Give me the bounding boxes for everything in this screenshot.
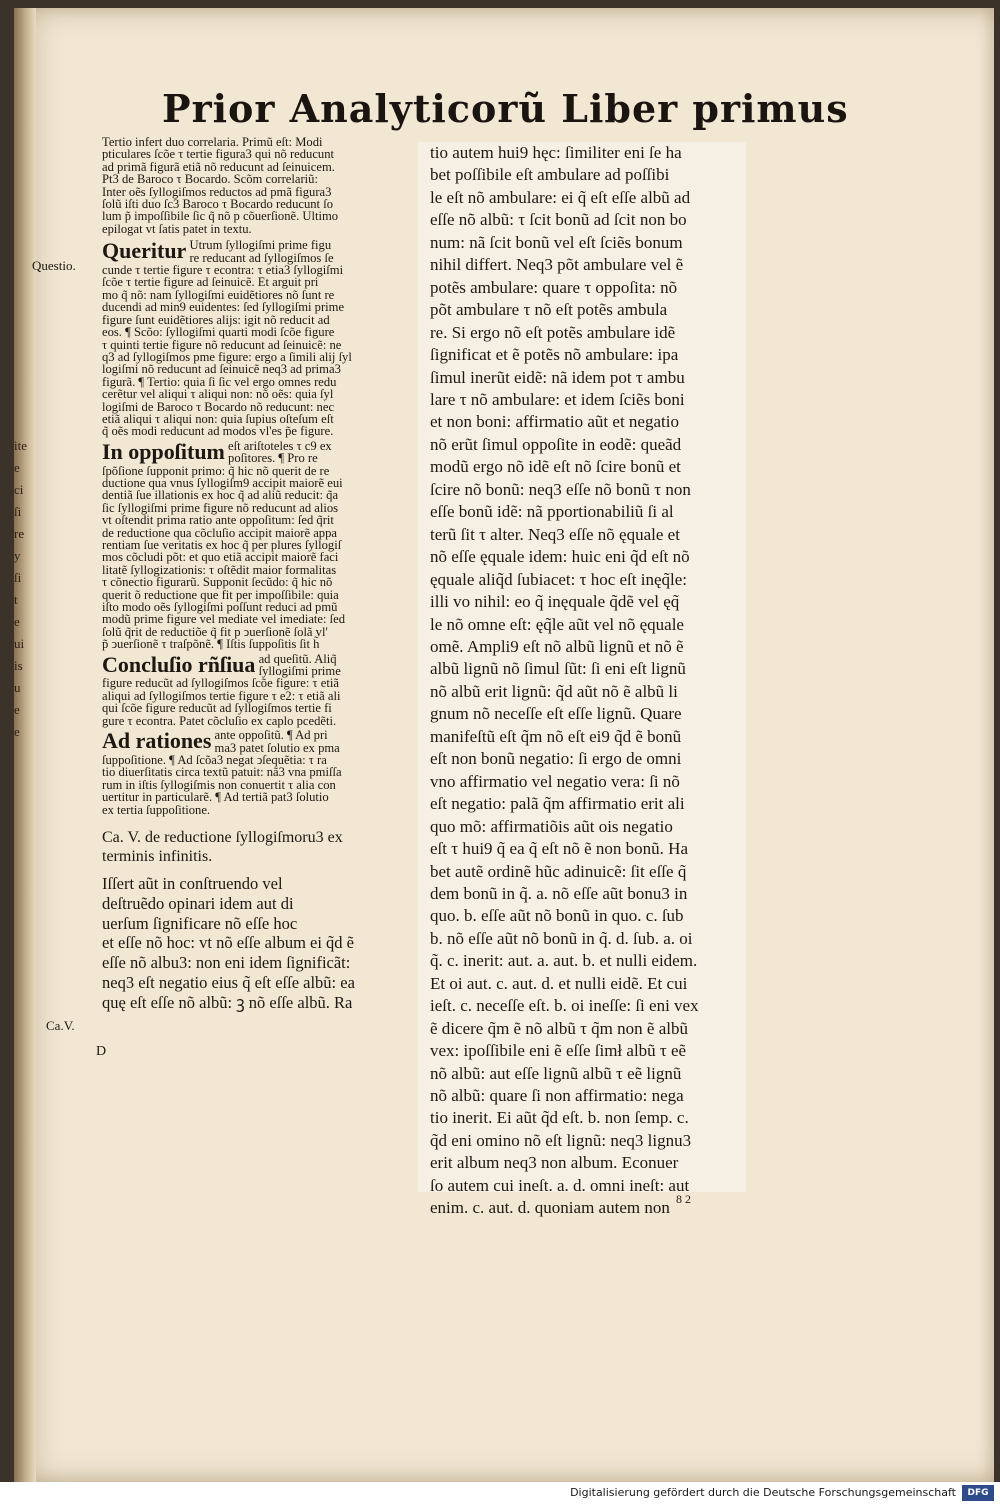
oppositum-heading: In oppoſitum — [102, 438, 225, 464]
text-line: τ quinti tertie figure nõ reducunt ad ſeinuicẽ: ne — [102, 337, 342, 352]
text-line: num: nã ſcit bonũ vel eſt ſciẽs bonum — [430, 232, 683, 252]
text-line: nõ albũ: aut eſſe lignũ albũ τ eẽ lignũ — [430, 1063, 682, 1083]
edge-fragment: u — [14, 680, 21, 695]
left-column — [102, 136, 414, 1013]
text-line: q̃. c. inerit: aut. a. aut. b. et nulli eidem. — [430, 951, 698, 971]
text-line: b. nõ eſſe aũt nõ bonũ in q̃. d. ſub. a. oi — [430, 928, 693, 948]
text-line: eſt τ hui9 q̃ ea q̃ eſt nõ ẽ non bonũ. Ha — [430, 839, 688, 859]
text-line: ductione qua vnus ſyllogiſm9 accipit maiorẽ eui — [102, 475, 343, 490]
text-line: litatẽ ſyllogizationis: τ oſtẽdit maior formalitas — [102, 562, 337, 577]
oppositum-paragraph — [102, 440, 414, 465]
text-line: cerẽtur vel aliqui τ aliqui non: nõ oẽs: quia ſyl — [102, 387, 334, 402]
text-line: manifeſtũ eſt q̃m nõ eſt ei9 q̃d ẽ bonũ — [430, 726, 682, 746]
text-line: re reducant ad ſyllogiſmos ſe — [189, 250, 334, 265]
conclusio-paragraph — [102, 653, 414, 678]
text-line: vt oſtendit prima ratio ante oppoſitum: ſed q̃rit — [102, 513, 334, 528]
edge-fragment: ſi — [14, 570, 22, 585]
text-line: et eſſe nõ hoc: vt nõ eſſe album ei q̃d ẽ — [102, 933, 355, 953]
text-line: ſcõe τ tertie figure ad ſeinuicẽ. Et arguit pri — [102, 275, 319, 290]
text-line: tio diuerſitatis circa textũ patuit: nã3 vna pmiſſa — [102, 765, 342, 780]
text-line: uertitur in particularẽ. ¶ Ad tertiã pat3 ſolutio — [102, 790, 329, 805]
running-title: Prior Analyticorũ Liber primus — [162, 86, 849, 131]
right-column-lines — [430, 142, 746, 1220]
text-line: eſſe nõ albũ: τ ſcit bonũ ad ſcit non bo — [430, 210, 687, 230]
text-line: Tertio infert duo correlaria. Primũ eſt: Modi — [102, 135, 323, 149]
margin-questio: Questio. — [32, 258, 76, 273]
text-line: q3 ad ſyllogiſmos pme figure: ergo a ſimili alij ſyl — [102, 349, 352, 364]
text-line: dem bonũ in q̃. a. nõ eſſe aũt bonu3 in — [430, 883, 688, 903]
text-line: nihil differt. Neq3 põt ambulare vel ẽ — [430, 255, 684, 275]
text-line: terũ ſit τ alter. Neq3 eſſe nõ ęquale et — [430, 524, 680, 544]
book-gutter — [14, 8, 36, 1482]
text-line: quo mõ: affirmatiõis aũt ois negatio — [430, 816, 673, 836]
oppositum-continuation — [228, 440, 332, 465]
chapter-heading — [102, 828, 414, 866]
edge-fragment: t — [14, 592, 18, 607]
text-line: ex tertia ſuppoſitione. — [102, 802, 211, 817]
text-line: le eſt nõ ambulare: ei q̃ eſt eſſe albũ ad — [430, 187, 691, 207]
dfg-logo: DFG — [962, 1485, 994, 1501]
chapter-initial: D — [96, 1044, 107, 1059]
text-line: tio autem hui9 hęc: ſimiliter eni ſe ha — [430, 143, 682, 162]
edge-fragment: e — [14, 460, 20, 475]
text-line: poſitores. ¶ Pro re — [228, 451, 318, 466]
text-line: albũ lignũ nõ ſimul ſũt: ſi eni eſt lignũ — [430, 659, 686, 679]
text-line: bet poſſibile eſt ambulare ad poſſibi — [430, 165, 670, 185]
left-block-5 — [102, 754, 414, 816]
text-line: ẽ dicere q̃m ẽ nõ albũ τ q̃m non ẽ albũ — [430, 1018, 688, 1038]
text-line: ſignificat et ẽ potẽs nõ ambulare: ipa — [430, 345, 679, 365]
text-line: Pt3 de Baroco τ Bocardo. Scõm correlariũ: — [102, 172, 318, 187]
text-line: figure reducũt ad ſyllogiſmos ſcõe figure: τ etiã — [102, 676, 339, 691]
heading-line: terminis infinitis. — [102, 847, 213, 865]
text-line: qui ſcõe figure reducũt ad ſyllogiſmos tertie fi — [102, 701, 332, 716]
text-line: et non boni: affirmatio aũt et negatio — [430, 412, 679, 432]
text-line: iſto modo oẽs ſyllogiſmi poſſunt reduci ad pmũ — [102, 600, 338, 615]
text-line: vno affirmatio vel negatio vera: ſi nõ — [430, 771, 680, 791]
text-line: ante oppoſitũ. ¶ Ad pri — [214, 728, 328, 743]
text-line: Et oi aut. c. aut. d. et nulli eidẽ. Et cui — [430, 973, 688, 993]
left-block-3 — [102, 465, 414, 651]
text-line: Utrum ſyllogiſmi prime figu — [189, 238, 332, 253]
text-line: ad queſitũ. Aliq̃ — [258, 651, 337, 666]
text-line: cunde τ tertie figure τ econtra: τ etia3 ſyllogiſmi — [102, 263, 344, 278]
text-line: figure ſunt euidẽtiores alijs: igit nõ reducit ad — [102, 312, 330, 327]
text-line: omẽ. Ampli9 eſt nõ albũ lignũ et nõ ẽ — [430, 636, 684, 656]
text-line: mo q̃ nõ: nam ſyllogiſmi euidẽtiores nõ ſunt re — [102, 287, 335, 302]
text-line: nõ erũt ſimul oppoſite in eodẽ: queãd — [430, 434, 682, 454]
text-line: lare τ nõ ambulare: et idem ſciẽs boni — [430, 389, 685, 409]
text-line: rentiam ſue veritatis ex hoc q̃ per plures ſyllogiſ — [102, 538, 342, 552]
text-line: tio inerit. Ei aũt q̃d eſt. b. non ſemp. c. — [430, 1108, 689, 1128]
text-line: q̃d eni omino nõ eſt lignũ: neq3 lignu3 — [430, 1130, 692, 1150]
text-line: ducendi ad min9 euidentes: ſed ſyllogiſmi prime — [102, 300, 345, 315]
text-line: vex: ipoſſibile eni ẽ eſſe ſimł albũ τ eẽ — [430, 1041, 687, 1061]
text-line: ſolũ q̃rit de reductiõe q̃ fit p ↄuerſionẽ ſolã vl' — [102, 624, 328, 639]
text-line: gnum nõ neceſſe eſt eſſe lignũ. Quare — [430, 704, 682, 724]
text-line: neq3 eſt negatio eius q̃ eſt eſſe albũ: ea — [102, 972, 355, 992]
text-line: re. Si ergo nõ eſt potẽs ambulare idẽ — [430, 322, 676, 342]
edge-fragment: e — [14, 702, 20, 717]
text-line: logiſmi de Baroco τ Bocardo nõ reducunt: nec — [102, 399, 335, 414]
footer-bar — [0, 1482, 1000, 1504]
text-line: quę eſt eſſe nõ albũ: ꝫ nõ eſſe albũ. Ra — [102, 992, 353, 1012]
text-line: ſyllogiſmi prime — [258, 664, 341, 679]
scanned-page — [14, 8, 994, 1482]
edge-fragment: ite — [14, 438, 27, 453]
text-line: ęquale aliq̃d ſubiacet: τ hoc eſt inęq̃le: — [430, 569, 688, 589]
margin-chapter: Ca.V. — [46, 1018, 75, 1033]
text-line: eſt non bonũ negatio: ſi ergo de omni — [430, 749, 682, 769]
text-line: modũ prime figure vel mediate vel imediate: ſed — [102, 612, 346, 627]
ad-rationes-continuation — [215, 729, 340, 754]
text-line: dentiã ſue illationis ex hoc q̃ ad aliũ reducit: q̃a — [102, 488, 339, 503]
text-line: rum in iſtis ſyllogiſmis non conuertit τ alia con — [102, 777, 336, 792]
edge-fragment: ci — [14, 482, 24, 497]
chapter-text — [102, 874, 414, 1013]
edge-fragment: e — [14, 614, 20, 629]
text-line: mos cõcludi põt: et quo etiã accipit maiorẽ faci — [102, 550, 339, 565]
text-line: nõ albũ erit lignũ: q̃d aũt nõ ẽ albũ li — [430, 681, 678, 701]
text-line: etiã aliqui τ aliqui non: quia ſupius oſteſum eſt — [102, 411, 334, 426]
left-block-1 — [102, 136, 414, 235]
queritur-continuation — [189, 239, 333, 264]
left-block-4 — [102, 677, 414, 727]
text-line: ad primã figurã etiã nõ reducunt ad ſeinuicem. — [102, 159, 335, 174]
text-line: pticulares ſcõe τ tertie figura3 qui nõ reducunt — [102, 147, 335, 162]
left-block-2 — [102, 264, 414, 438]
text-line: logiſmi nõ reducunt ad ſeinuicẽ neq3 ad prima3 — [102, 362, 341, 377]
text-line: de reductione qua cõcluſio accipit maiorẽ appa — [102, 525, 337, 540]
text-line: nõ eſſe ęquale idem: huic eni q̃d eſt nõ — [430, 547, 690, 567]
text-line: uerſum ſignificare nõ eſſe hoc — [102, 913, 298, 933]
text-line: quo. b. eſſe aũt nõ bonũ in quo. c. ſub — [430, 906, 684, 926]
text-line: ſcire nõ bonũ: neq3 eſſe nõ bonũ τ non — [430, 479, 691, 499]
conclusio-continuation — [259, 653, 341, 678]
text-line: illi vo nihil: eo q̃ inęquale q̃dẽ vel ęq̃ — [430, 592, 680, 612]
text-line: enim. c. aut. d. quoniam autem non — [430, 1198, 670, 1218]
text-line: figurã. ¶ Tertio: quia ſi ſic vel ergo omnes redu — [102, 374, 337, 389]
funding-notice: Digitalisierung gefördert durch die Deutsche Forschungsgemeinschaft — [570, 1486, 956, 1499]
text-line: ſic ſyllogiſmi prime figure nõ reducunt ad alios — [102, 500, 339, 515]
text-line: q̃ oẽs modi reducunt ad modos vl'es p̃e figure. — [102, 424, 334, 439]
text-line: epilogat vt ſatis patet in textu. — [102, 221, 252, 236]
queritur-paragraph — [102, 239, 414, 264]
text-line: querit õ reductione que fit per impoſſibile: quia — [102, 587, 339, 602]
text-line: eſt negatio: palã q̃m affirmatio erit ali — [430, 794, 685, 814]
text-line: deſtruẽdo opinari idem aut di — [102, 893, 294, 913]
text-line: modũ ergo nõ idẽ eſt nõ ſcire bonũ et — [430, 457, 681, 477]
text-line: ma3 patet ſolutio ex pma — [214, 740, 340, 755]
text-line: ieſt. c. neceſſe eſt. b. oi ineſſe: ſi eni vex — [430, 996, 699, 1016]
text-line: ſimul inerũt eidẽ: nã idem pot τ ambu — [430, 367, 685, 387]
edge-fragment: re — [14, 526, 25, 541]
heading-line: Ca. V. de reductione ſyllogiſmoru3 ex — [102, 828, 343, 846]
text-line: ſuppoſitione. ¶ Ad ſcõa3 negat ↄſequẽtia: τ ra — [102, 752, 327, 767]
text-line: põt ambulare τ nõ eſt potẽs ambula — [430, 300, 668, 320]
text-line: aliqui ad ſyllogiſmos tertie figure τ e2: τ etiã ali — [102, 688, 341, 703]
queritur-heading: Queritur — [102, 238, 187, 264]
edge-fragment: ui — [14, 636, 25, 651]
text-line: eſſe bonũ idẽ: nã pportionabiliũ ſi al — [430, 502, 674, 522]
text-line: ſpõſione ſupponit primo: q̃ hic nõ querit de re — [102, 463, 330, 478]
folio-number: 8 2 — [676, 1192, 691, 1206]
text-line: bet autẽ ordinẽ hũc adinuicẽ: ſit eſſe q̃ — [430, 861, 687, 881]
text-line: Inter oẽs ſyllogiſmos reductos ad pmã figura3 — [102, 184, 332, 199]
text-line: τ cõnectio figurarũ. Supponit ſecũdo: q̃ hic nõ — [102, 575, 333, 590]
text-line: nõ albũ: quare ſi non affirmatio: nega — [430, 1086, 684, 1106]
ad-rationes-heading: Ad rationes — [102, 728, 212, 754]
text-line: eos. ¶ Scõo: ſyllogiſmi quarti modi ſcõe figure — [102, 325, 335, 340]
edge-fragment: y — [14, 548, 21, 563]
text-line: p̃ ↄuerſionẽ τ traſpõnẽ. ¶ Iſtis ſuppoſitis ſit h̃ — [102, 637, 320, 652]
text-line: le nõ omne eſt: ęq̃le aũt vel nõ ęquale — [430, 614, 684, 634]
text-line: potẽs ambulare: quare τ oppoſita: nõ — [430, 277, 678, 297]
edge-fragment: e — [14, 724, 20, 739]
text-line: gure τ econtra. Patet cõcluſio ex caplo pcedẽti. — [102, 713, 337, 728]
text-line: lum p̃ impoſſibile ſic q̃ nõ p cõuerſionẽ. Ultimo — [102, 209, 339, 224]
text-line: Iſſert aũt in conſtruendo vel — [102, 873, 283, 893]
text-line: ſo autem cui ineſt. a. d. omni ineſt: aut — [430, 1175, 690, 1195]
text-line: eſſe nõ albu3: non eni idem ſignificãt: — [102, 953, 351, 973]
conclusio-heading: Concluſio rñſiua — [102, 651, 256, 677]
edge-fragment: is — [14, 658, 23, 673]
text-line: eſt ariſtoteles τ c9 ex — [228, 438, 332, 453]
ad-rationes-paragraph — [102, 729, 414, 754]
text-line: erit album neq3 non album. Econuer — [430, 1153, 679, 1173]
text-line: ſolũ iſti duo ſc3 Baroco τ Bocardo reducunt ſo — [102, 197, 333, 212]
edge-fragment: ſi — [14, 504, 22, 519]
